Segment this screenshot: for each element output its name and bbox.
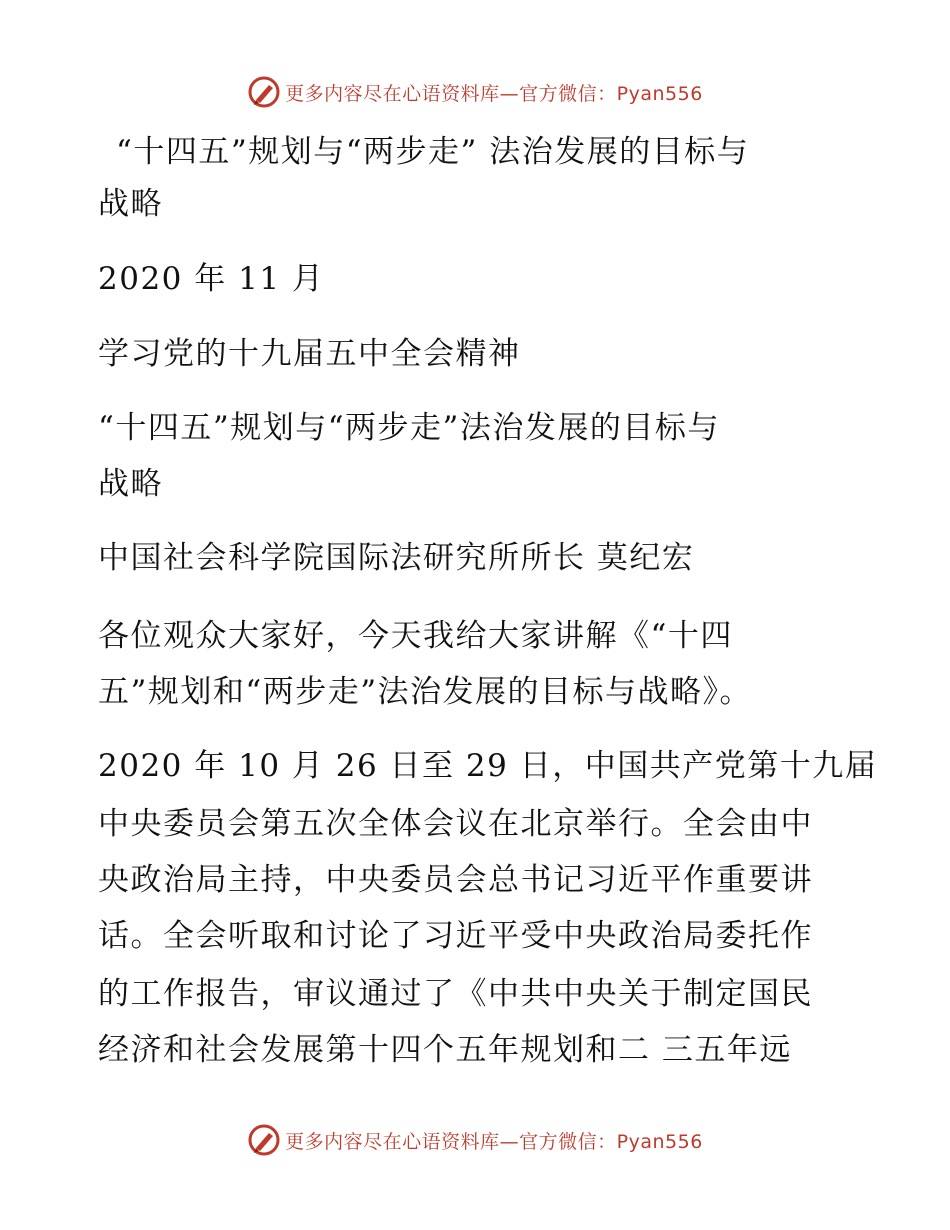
paragraph-2-line-6: 经济和社会发展第十四个五年规划和二 三五年远 <box>98 1032 792 1068</box>
paragraph-2-line-2: 中央委员会第五次全体会议在北京举行。全会由中 <box>98 806 813 842</box>
title-line-1: “十四五”规划与“两步走” 法治发展的目标与 <box>116 134 750 170</box>
subtitle-line: 学习党的十九届五中全会精神 <box>98 336 521 372</box>
paragraph-1-line-1: 各位观众大家好，今天我给大家讲解《“十四 <box>98 618 733 654</box>
paragraph-1-line-2: 五”规划和“两步走”法治发展的目标与战略》。 <box>98 674 753 710</box>
title-line-2: 战略 <box>98 186 163 222</box>
heading-line-1: “十四五”规划与“两步走”法治发展的目标与 <box>98 410 720 446</box>
heading-line-2: 战略 <box>98 466 163 502</box>
paragraph-2-line-4: 话。全会听取和讨论了习近平受中央政治局委托作 <box>98 918 813 954</box>
date-line: 2020 年 11 月 <box>98 261 325 297</box>
pen-logo-icon <box>247 1123 281 1157</box>
author-line: 中国社会科学院国际法研究所所长 莫纪宏 <box>98 540 695 576</box>
watermark-text: 更多内容尽在心语资料库—官方微信：Pyan556 <box>285 82 703 105</box>
watermark-footer <box>0 1120 950 1160</box>
paragraph-2-line-5: 的工作报告，审议通过了《中共中央关于制定国民 <box>98 976 813 1012</box>
watermark-text: 更多内容尽在心语资料库—官方微信：Pyan556 <box>285 1130 703 1153</box>
paragraph-2-line-3: 央政治局主持，中央委员会总书记习近平作重要讲 <box>98 862 813 898</box>
pen-logo-icon <box>247 75 281 109</box>
paragraph-2-line-1: 2020 年 10 月 26 日至 29 日，中国共产党第十九届 <box>98 748 878 784</box>
watermark-header <box>0 72 950 112</box>
